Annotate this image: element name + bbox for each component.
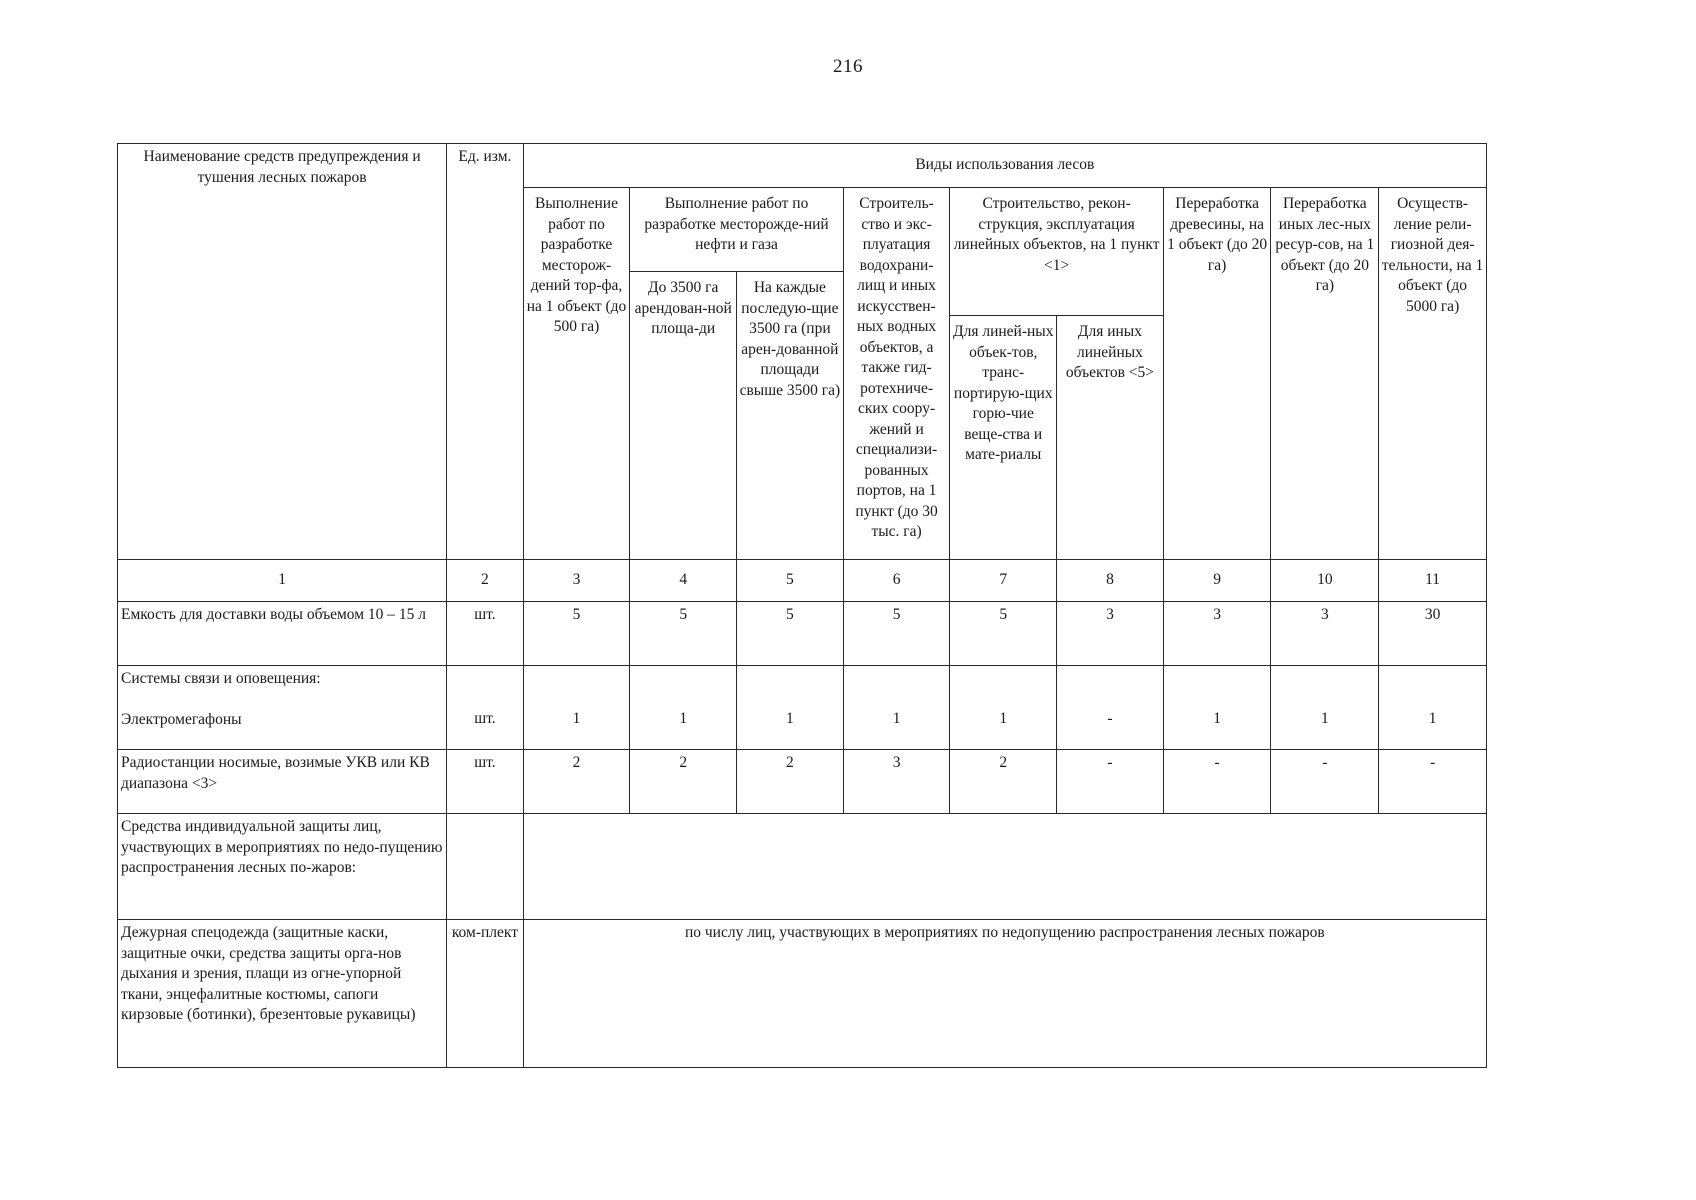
row-unit: шт. — [447, 602, 524, 666]
row-unit: шт. — [447, 666, 524, 750]
page-number: 216 — [833, 56, 863, 77]
row-value: 1 — [843, 666, 950, 750]
header-col7: Для линей-ных объек-тов, транс-портирую-щих горю-чие веще-ства и мате-риалы — [950, 316, 1057, 560]
row-value: 3 — [1271, 602, 1379, 666]
row-unit: ком-плект — [447, 920, 524, 1068]
column-number: 3 — [523, 560, 630, 602]
row-value: 1 — [1379, 666, 1487, 750]
row-value: 5 — [843, 602, 950, 666]
row-value: 2 — [630, 750, 737, 814]
row-value: 2 — [950, 750, 1057, 814]
column-number: 2 — [447, 560, 524, 602]
row-merged-value: по числу лиц, участвующих в мероприятиях по недопущению распространения лесных пожаров — [523, 920, 1486, 1068]
column-number: 10 — [1271, 560, 1379, 602]
row-value: - — [1057, 750, 1164, 814]
header-linear-objects-group: Строительство, рекон-струкция, эксплуатация линейных объектов, на 1 пункт <1> — [950, 188, 1163, 316]
row-value: 30 — [1379, 602, 1487, 666]
column-number: 1 — [118, 560, 447, 602]
item-name: Электромегафоны — [121, 710, 242, 728]
column-number: 5 — [737, 560, 844, 602]
column-number: 4 — [630, 560, 737, 602]
header-col8: Для иных линейных объектов <5> — [1057, 316, 1164, 560]
table-row-workwear — [118, 920, 1487, 1068]
row-value: 5 — [737, 602, 844, 666]
column-number: 6 — [843, 560, 950, 602]
section-heading: Системы связи и оповещения: — [121, 670, 321, 687]
row-value: 1 — [523, 666, 630, 750]
row-value: 5 — [950, 602, 1057, 666]
header-col10: Переработка иных лес-ных ресур-сов, на 1 объект (до 20 га) — [1271, 188, 1379, 560]
row-value: 3 — [843, 750, 950, 814]
table-row-water-tank — [118, 602, 1487, 666]
row-value: - — [1271, 750, 1379, 814]
row-name: Средства индивидуальной защиты лиц, участвующих в мероприятиях по недо-пущению распространения лесных по-жаров: — [118, 814, 447, 920]
row-name: Дежурная спецодежда (защитные каски, защитные очки, средства защиты орга-нов дыхания и зрения, плащи из огне-упорной ткани, энцефалитные костюмы, сапоги кирзовые (ботинки), брезентовые рукавицы) — [118, 920, 447, 1068]
row-value: 1 — [950, 666, 1057, 750]
row-value: 5 — [523, 602, 630, 666]
row-value: 1 — [1163, 666, 1271, 750]
header-usage-group: Виды использования лесов — [523, 144, 1486, 188]
fire-equipment-table — [117, 143, 1487, 1068]
row-value: - — [1057, 666, 1164, 750]
column-number: 7 — [950, 560, 1057, 602]
column-number: 8 — [1057, 560, 1164, 602]
header-col3: Выполнение работ по разработке месторож-дений тор-фа, на 1 объект (до 500 га) — [523, 188, 630, 560]
header-col11: Осуществ-ление рели-гиозной дея-тельности, на 1 объект (до 5000 га) — [1379, 188, 1487, 560]
row-unit: шт. — [447, 750, 524, 814]
row-value: 2 — [523, 750, 630, 814]
row-value: 3 — [1163, 602, 1271, 666]
header-col6: Строитель-ство и экс-плуатация водохрани-лищ и иных искусствен-ных водных объектов, а также гид-ротехниче-ских соору-жений и специализи-рованных портов, на 1 пункт (до 30 тыс. га) — [843, 188, 950, 560]
row-value: 1 — [737, 666, 844, 750]
table-row-ppe-section — [118, 814, 1487, 920]
row-name: Радиостанции носимые, возимые УКВ или КВ диапазона <3> — [118, 750, 447, 814]
column-number-row — [118, 560, 1487, 602]
row-value: 2 — [737, 750, 844, 814]
row-value: 5 — [630, 602, 737, 666]
row-value: 1 — [630, 666, 737, 750]
row-value: 3 — [1057, 602, 1164, 666]
row-name: Емкость для доставки воды объемом 10 – 15 л — [118, 602, 447, 666]
row-value: - — [1379, 750, 1487, 814]
table-row-radio — [118, 750, 1487, 814]
header-unit-cell: Ед. изм. — [447, 144, 524, 560]
column-number: 11 — [1379, 560, 1487, 602]
row-value: - — [1163, 750, 1271, 814]
header-col5: На каждые последую-щие 3500 га (при арен-дованной площади свыше 3500 га) — [737, 272, 844, 560]
header-oil-gas-group: Выполнение работ по разработке месторожде-ний нефти и газа — [630, 188, 843, 272]
header-row-1 — [118, 144, 1487, 188]
column-number: 9 — [1163, 560, 1271, 602]
row-merged-empty — [523, 814, 1486, 920]
header-col4: До 3500 га арендован-ной площа-ди — [630, 272, 737, 560]
table-row-megaphones — [118, 666, 1487, 750]
row-unit — [447, 814, 524, 920]
row-name — [118, 666, 447, 750]
header-col9: Переработка древесины, на 1 объект (до 20 га) — [1163, 188, 1271, 560]
row-value: 1 — [1271, 666, 1379, 750]
header-name-cell: Наименование средств предупреждения и тушения лесных пожаров — [118, 144, 447, 560]
